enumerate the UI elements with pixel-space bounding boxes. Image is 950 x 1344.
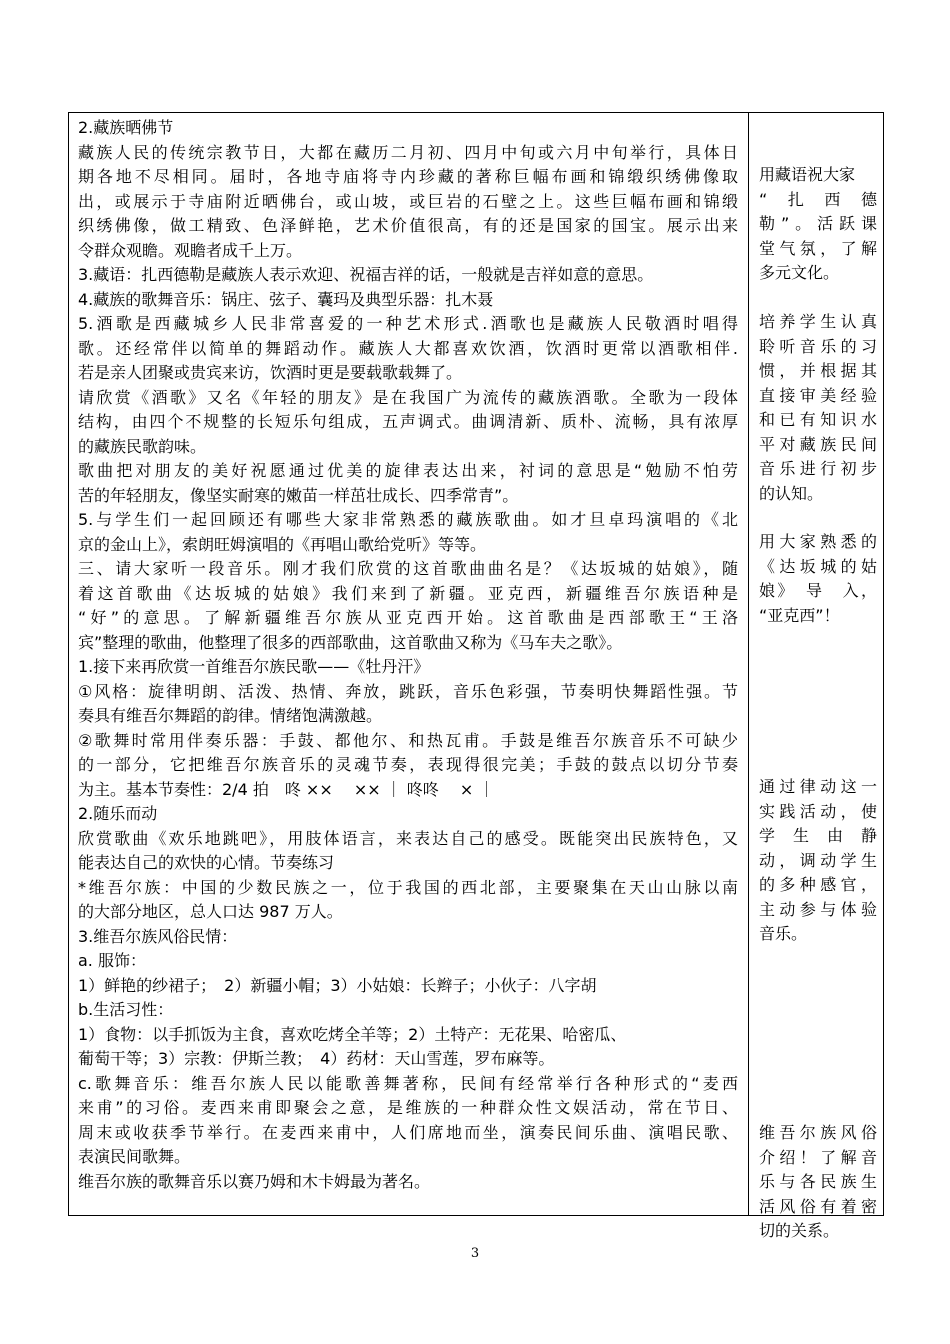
side-note-line: 音乐进行初步: [759, 459, 877, 478]
content-line: 若是亲人团聚或贵宾来访，饮酒时更是要载歌载舞了。: [78, 363, 463, 382]
content-line: 的大部分地区，总人口达 987 万人。: [78, 902, 343, 921]
side-note-line: 多元文化。: [759, 263, 840, 282]
content-line: 三、请大家听一段音乐。刚才我们欣赏的这首歌曲曲名是？《达坂城的姑娘》，随: [78, 559, 738, 578]
side-note-line: 培养学生认真: [759, 312, 877, 331]
content-line: 来甫”的习俗。麦西来甫即聚会之意，是维族的一种群众性文娱活动，常在节日、: [78, 1098, 738, 1117]
side-note-line: 堂气氛，了解: [759, 238, 877, 258]
side-note-line: 动，调动学生: [759, 850, 877, 870]
content-line: 1）食物：以手抓饭为主食，喜欢吃烤全羊等；2）土特产：无花果、哈密瓜、: [78, 1024, 627, 1044]
side-note-line: 音乐。: [759, 924, 808, 943]
content-line: 织绣佛像，做工精致、色泽鲜艳，艺术价值很高，有的还是国家的国宝。展示出来: [78, 216, 738, 235]
side-note: [759, 530, 877, 628]
side-note-line: 的多种感官，: [759, 875, 877, 894]
content-line: 歌。还经常伴以简单的舞蹈动作。藏族人大都喜欢饮酒，饮酒时更常以酒歌相伴.: [78, 338, 738, 358]
content-line: 出，或展示于寺庙附近晒佛台，或山坡，或巨岩的石壁之上。这些巨幅布画和锦缎: [78, 191, 738, 211]
side-note: [759, 1121, 877, 1244]
content-line: 表演民间歌舞。: [78, 1147, 191, 1166]
content-line: 宾”整理的歌曲，他整理了很多的西部歌曲，这首歌曲又称为《马车夫之歌》。: [78, 632, 623, 652]
side-note-line: 直接审美经验: [759, 385, 877, 405]
side-note-line: 惯，并根据其: [759, 361, 877, 380]
side-note-line: 勒”。活跃课: [759, 214, 877, 233]
side-note-line: 用大家熟悉的: [759, 532, 877, 551]
content-line: 能表达自己的欢快的心情。节奏练习: [78, 853, 335, 872]
content-line: 歌曲把对朋友的美好祝愿通过优美的旋律表达出来，衬词的意思是“勉励不怕劳: [78, 461, 738, 480]
side-note-line: 和已有知识水: [759, 410, 877, 429]
content-line: ①风格：旋律明朗、活泼、热情、奔放，跳跃，音乐色彩强，节奏明快舞蹈性强。节: [78, 681, 738, 701]
side-note-line: 通过律动这一: [759, 777, 877, 796]
content-line: 苦的年轻朋友，像坚实耐寒的嫩苗一样茁壮成长、四季常青”。: [78, 485, 519, 505]
side-note-line: “ 扎 西 德: [759, 189, 877, 209]
side-note-line: 的认知。: [759, 483, 824, 503]
content-column: [69, 113, 749, 1215]
side-note-line: 维吾尔族风俗: [759, 1123, 877, 1142]
lesson-plan-table: [68, 112, 884, 1240]
side-note-line: 乐与各民族生: [759, 1172, 877, 1191]
content-line: ②歌舞时常用伴奏乐器：手鼓、都他尔、和热瓦甫。手鼓是维吾尔族音乐不可缺少: [78, 730, 738, 750]
side-note-line: 实践活动，使: [759, 801, 877, 821]
content-line: 1）鲜艳的纱裙子； 2）新疆小帽；3）小姑娘：长辫子；小伙子：八字胡: [78, 975, 597, 995]
side-note: [759, 775, 877, 947]
side-note-line: 学 生 由 静: [759, 826, 877, 845]
content-line: 5.酒歌是西藏城乡人民非常喜爱的一种艺术形式.酒歌也是藏族人民敬酒时唱得: [78, 314, 738, 333]
content-line: 的一部分，它把维吾尔族音乐的灵魂节奏，表现得很完美；手鼓的鼓点以切分节奏: [78, 755, 738, 774]
notes-column: [749, 113, 883, 1240]
side-note-line: 主动参与体验: [759, 899, 877, 919]
content-line: 为主。基本节奏性：2/4 拍 咚 ×× ×× ｜ 咚咚 × ｜: [78, 779, 495, 799]
content-line: 着这首歌曲《达坂城的姑娘》我们来到了新疆。亚克西，新疆维吾尔族语种是: [78, 583, 738, 603]
content-line: 藏族人民的传统宗教节日，大都在藏历二月初、四月中旬或六月中旬举行，具体日: [78, 142, 738, 162]
content-line: 葡萄干等；3）宗教：伊斯兰教； 4）药材：天山雪莲，罗布麻等。: [78, 1049, 555, 1068]
content-line: 2.随乐而动: [78, 804, 158, 823]
content-line: a. 服饰：: [78, 951, 146, 970]
content-line: 3.维吾尔族风俗民情：: [78, 926, 238, 946]
content-line: “好”的意思。了解新疆维吾尔族从亚克西开始。这首歌曲是西部歌王“王洛: [78, 608, 738, 627]
content-line: 京的金山上》，索朗旺姆演唱的《再唱山歌给党听》等等。: [78, 534, 487, 554]
content-line: 期各地不尽相同。届时，各地寺庙将寺内珍藏的著称巨幅布画和锦缎织绣佛像取: [78, 167, 738, 186]
content-line: b.生活习性：: [78, 1000, 174, 1019]
content-line: 3.藏语：扎西德勒是藏族人表示欢迎、祝福吉祥的话，一般就是吉祥如意的意思。: [78, 265, 654, 284]
page-number: 3: [470, 1246, 480, 1261]
side-note-line: 平对藏族民间: [759, 434, 877, 454]
content-line: *维吾尔族：中国的少数民族之一，位于我国的西北部，主要聚集在天山山脉以南: [78, 877, 738, 897]
side-note-line: 切的关系。: [759, 1221, 840, 1240]
side-note-line: 用藏语祝大家: [759, 165, 856, 184]
side-note-line: 《达坂城的姑: [759, 556, 877, 576]
content-line: 奏具有维吾尔舞蹈的韵律。情绪饱满激越。: [78, 706, 383, 725]
content-line: 欣赏歌曲《欢乐地跳吧》，用肢体语言，来表达自己的感受。既能突出民族特色，又: [78, 828, 738, 848]
side-note-line: 活风俗有着密: [759, 1196, 877, 1216]
content-line: 1.接下来再欣赏一首维吾尔族民歌——《牡丹汗》: [78, 657, 430, 676]
content-line: 请欣赏《酒歌》又名《年轻的朋友》是在我国广为流传的藏族酒歌。全歌为一段体: [78, 387, 738, 407]
content-line: 5.与学生们一起回顾还有哪些大家非常熟悉的藏族歌曲。如才旦卓玛演唱的《北: [78, 510, 738, 529]
content-line: 的藏族民歌韵味。: [78, 436, 207, 456]
content-line: c.歌舞音乐：维吾尔族人民以能歌善舞著称，民间有经常举行各种形式的“麦西: [78, 1073, 738, 1093]
side-note: [759, 163, 877, 286]
content-line: 4.藏族的歌舞音乐：锅庄、弦子、囊玛及典型乐器：扎木聂: [78, 289, 494, 309]
content-line: 令群众观瞻。观瞻者成千上万。: [78, 240, 303, 260]
side-note-line: 聆听音乐的习: [759, 336, 877, 356]
side-note-line: 娘》 导 入，: [759, 581, 877, 600]
side-note-line: 介绍！了解音: [759, 1147, 877, 1167]
side-note-line: “亚克西”！: [759, 605, 840, 625]
content-line: 维吾尔族的歌舞音乐以赛乃姆和木卡姆最为著名。: [78, 1171, 431, 1191]
content-line: 2.藏族晒佛节: [78, 118, 174, 137]
content-line: 结构，由四个不规整的长短乐句组成，五声调式。曲调清新、质朴、流畅，具有浓厚: [78, 412, 738, 431]
content-line: 周末或收获季节举行。在麦西来甫中，人们席地而坐，演奏民间乐曲、演唱民歌、: [78, 1122, 738, 1142]
side-note: [759, 310, 877, 506]
